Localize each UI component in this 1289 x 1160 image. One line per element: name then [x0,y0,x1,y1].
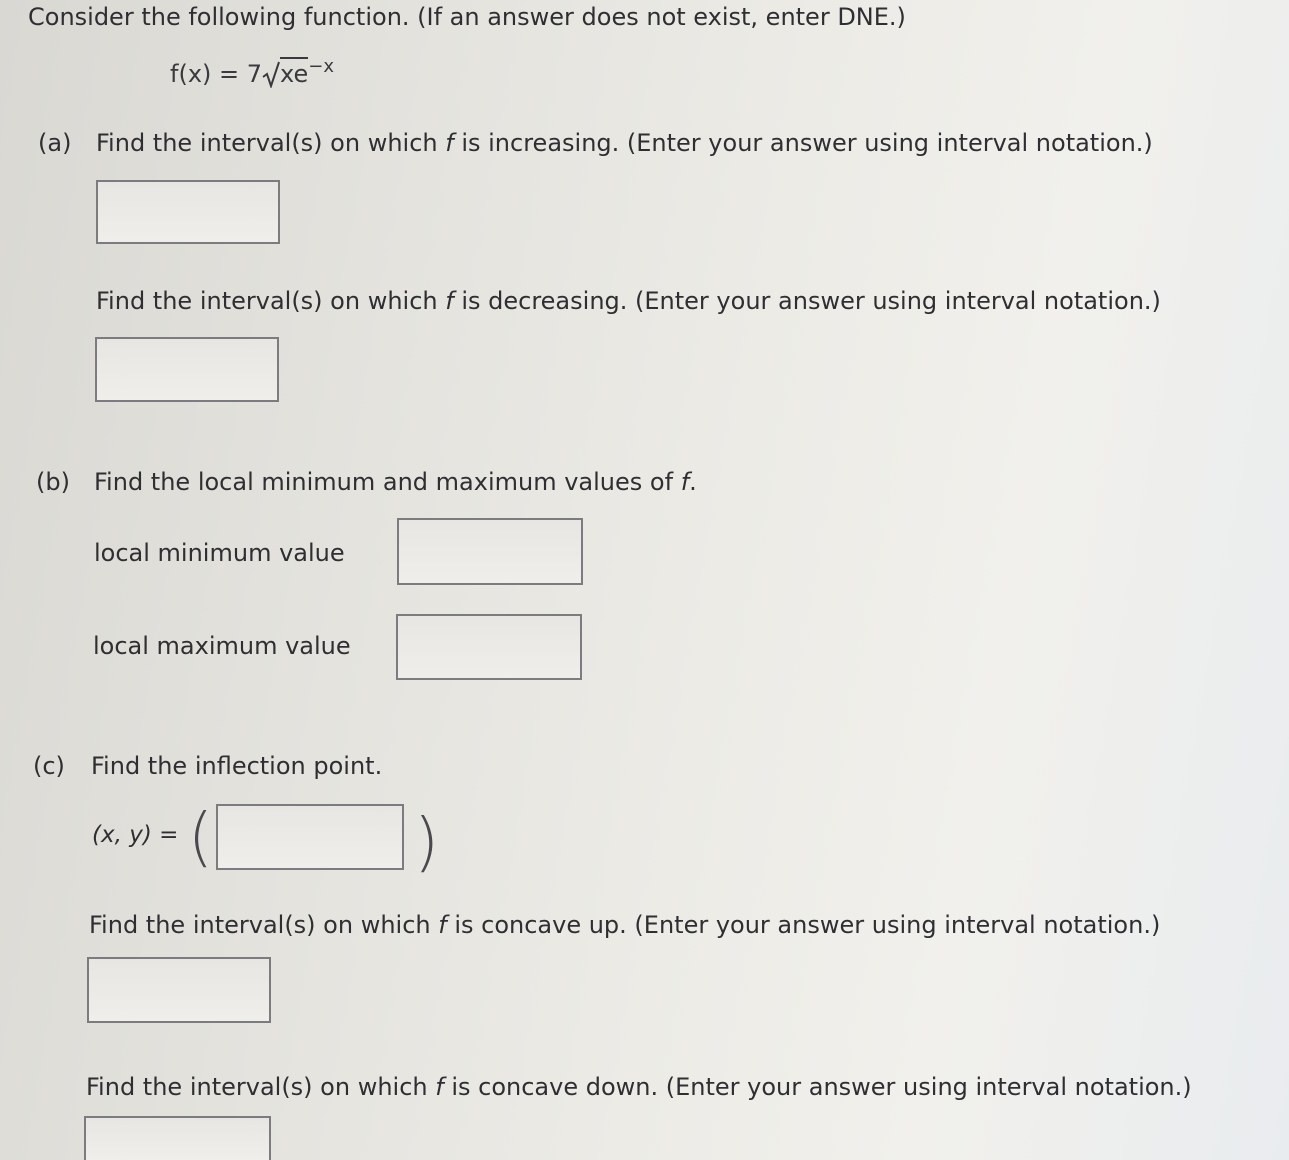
part-b-prompt [36,467,697,497]
increasing-interval-input[interactable] [96,180,280,244]
local-min-label: local minimum value [94,539,345,567]
sqrt-symbol-icon [262,60,280,88]
decreasing-prompt-suffix: is decreasing. (Enter your answer using interval notation.) [453,287,1161,315]
part-a-label: (a) [38,129,72,157]
concave-up-input[interactable] [87,957,271,1023]
part-a-decreasing-prompt [96,286,1161,316]
concave-down-suffix: is concave down. (Enter your answer using interval notation.) [443,1073,1192,1101]
inflection-prompt: Find the inflection point. [91,752,383,780]
xy-label: (x, y) = [92,822,179,848]
concave-down-input[interactable] [84,1116,271,1160]
function-name-f: f [445,287,454,315]
function-radicand: xe [280,57,308,88]
open-paren: ( [188,801,213,875]
increasing-prompt-suffix: is increasing. (Enter your answer using interval notation.) [453,129,1153,157]
concave-up-prompt [89,910,1160,940]
function-definition [170,56,334,88]
part-c-prompt [33,751,382,781]
decreasing-interval-input[interactable] [95,337,279,402]
concave-up-prefix: Find the interval(s) on which [89,911,439,939]
part-c-label: (c) [33,752,65,780]
function-exponent: −x [308,56,334,77]
local-max-label: local maximum value [93,632,351,660]
part-a-increasing-prompt [38,128,1153,158]
local-min-input[interactable] [397,518,583,585]
inflection-point-input[interactable] [216,804,404,870]
function-name-f: f [680,468,690,496]
intro-text: Consider the following function. (If an answer does not exist, enter DNE.) [28,3,906,31]
function-name-f: f [435,1073,444,1101]
concave-down-prompt [86,1072,1192,1102]
function-name-f: f [445,129,454,157]
function-lhs: f(x) = 7 [170,60,263,88]
local-max-input[interactable] [396,614,582,680]
concave-up-suffix: is concave up. (Enter your answer using interval notation.) [446,911,1161,939]
part-b-label: (b) [36,468,70,496]
function-name-f: f [438,911,447,939]
part-b-prompt-prefix: Find the local minimum and maximum values of [94,468,681,496]
concave-down-prefix: Find the interval(s) on which [86,1073,436,1101]
part-b-prompt-suffix: . [689,468,697,496]
decreasing-prompt-prefix: Find the interval(s) on which [96,287,446,315]
increasing-prompt-prefix: Find the interval(s) on which [96,129,446,157]
close-paren: ) [414,806,439,880]
